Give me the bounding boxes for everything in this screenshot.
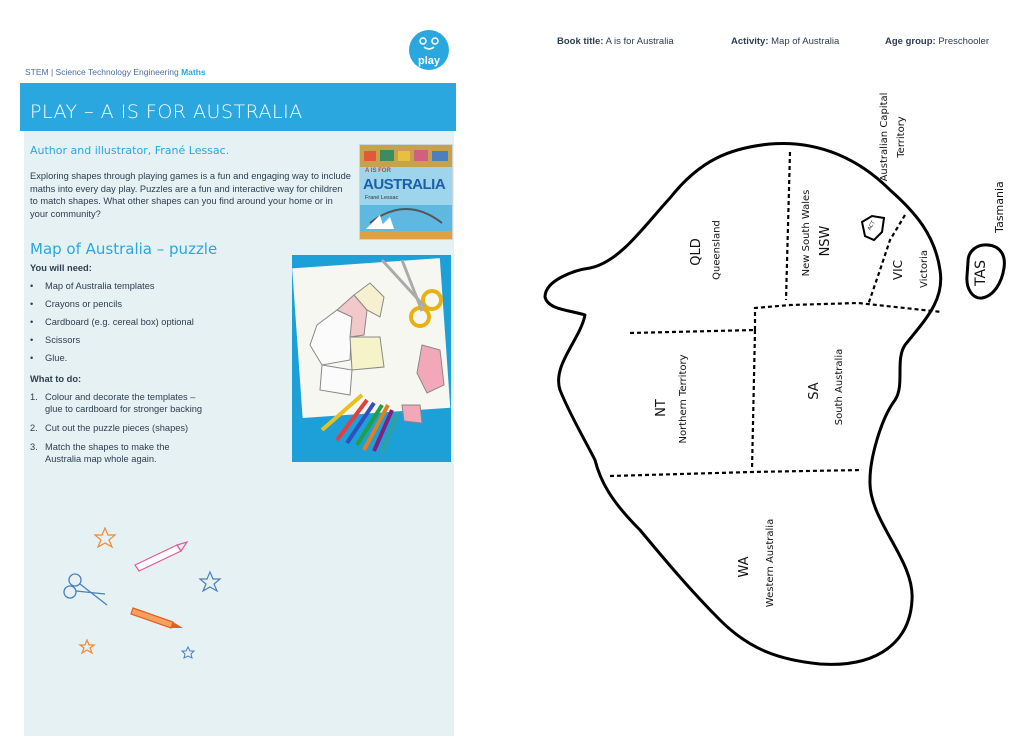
need-item: • Glue. xyxy=(45,352,67,364)
intro-paragraph: Exploring shapes through playing games is a fun and engaging way to include maths into every day play. Puzzles are a fun and interactive way for children to match shapes. What other shapes can you find around your home or in your community? xyxy=(30,171,351,219)
vic-name: Victoria xyxy=(919,250,930,288)
step-number: 1. xyxy=(30,392,38,402)
wa-abbr: WA xyxy=(737,556,752,578)
nsw-name: New South Wales xyxy=(801,189,812,277)
you-will-need-heading: You will need: xyxy=(30,263,92,273)
need-item: • Cardboard (e.g. cereal box) optional xyxy=(45,316,194,328)
wa-border xyxy=(610,470,862,476)
play-logo-text: play xyxy=(417,55,440,67)
book-cover-title: AUSTRALIA xyxy=(363,176,446,193)
need-item: • Scissors xyxy=(45,334,80,346)
sa-name: South Australia xyxy=(834,348,845,426)
book-title-value: A is for Australia xyxy=(605,36,674,47)
qld-nsw-border xyxy=(786,152,790,300)
act-abbr: ACT xyxy=(866,219,877,232)
tas-abbr: TAS xyxy=(973,260,989,286)
need-item: • Crayons or pencils xyxy=(45,298,122,310)
activity-label: Activity: xyxy=(731,36,769,47)
step-line: glue to cardboard for stronger backing xyxy=(45,404,203,414)
nt-sa-border xyxy=(752,330,755,470)
step-number: 3. xyxy=(30,442,38,452)
qld-sa-border xyxy=(755,303,942,330)
step-line: Cut out the puzzle pieces (shapes) xyxy=(45,423,189,433)
step-line: Colour and decorate the templates – xyxy=(45,392,196,402)
nsw-abbr: NSW xyxy=(818,225,833,257)
stem-prefix: STEM | Science Technology Engineering xyxy=(25,67,182,77)
book-cover-author: Frané Lessac xyxy=(365,195,399,201)
need-item: • Map of Australia templates xyxy=(45,280,155,292)
age-group-value: Preschooler xyxy=(938,36,990,47)
qld-name: Queensland xyxy=(711,220,723,280)
step-number: 2. xyxy=(30,423,38,433)
page-title: PLAY – A IS FOR AUSTRALIA xyxy=(30,101,303,123)
act-name-line1: Australian Capital xyxy=(879,92,890,182)
wa-name: Western Australia xyxy=(765,518,776,608)
section-title: Map of Australia – puzzle xyxy=(30,240,218,258)
book-title-label: Book title: xyxy=(557,36,604,47)
qld-abbr: QLD xyxy=(689,238,704,266)
stem-maths-highlight: Maths xyxy=(181,67,206,77)
vic-abbr: VIC xyxy=(891,259,905,281)
nt-qld-border xyxy=(630,330,755,333)
author-line: Author and illustrator, Frané Lessac. xyxy=(30,144,230,157)
tas-name: Tasmania xyxy=(993,181,1006,233)
sa-abbr: SA xyxy=(807,382,822,400)
book-cover-a-is-for: A IS FOR xyxy=(365,168,391,174)
step-line: Match the shapes to make the xyxy=(45,442,170,452)
age-group-label: Age group: xyxy=(885,36,936,47)
nt-name: Northern Territory xyxy=(678,354,689,444)
what-to-do-heading: What to do: xyxy=(30,374,82,384)
nt-abbr: NT xyxy=(654,399,669,417)
activity-value: Map of Australia xyxy=(771,36,840,47)
step-line: Australia map whole again. xyxy=(45,454,157,464)
act-name-line2: Territory xyxy=(896,116,907,158)
